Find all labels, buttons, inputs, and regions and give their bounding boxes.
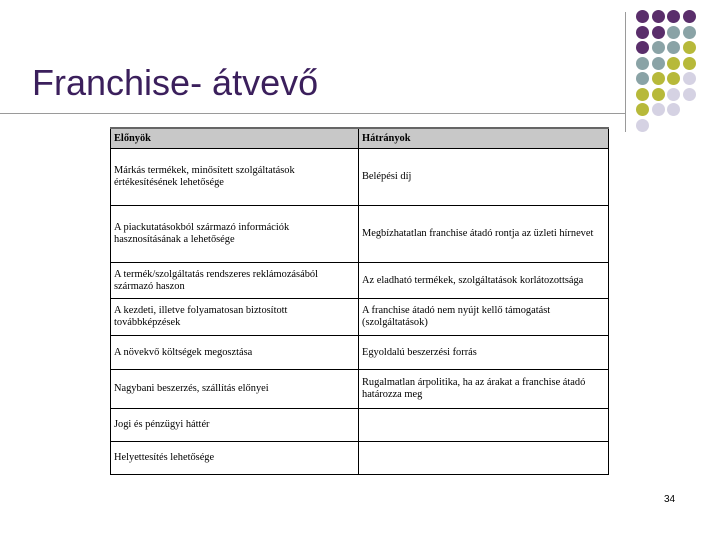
decor-dot bbox=[667, 88, 680, 101]
table-row bbox=[111, 149, 609, 206]
advantage-cell: Jogi és pénzügyi háttér bbox=[111, 409, 359, 442]
advantage-cell: Márkás termékek, minősített szolgáltatások értékesítésének lehetősége bbox=[111, 149, 359, 206]
advantage-cell: A piackutatásokból származó információk hasznosításának a lehetősége bbox=[111, 206, 359, 263]
decor-dot bbox=[667, 26, 680, 39]
header-advantages: Előnyök bbox=[111, 128, 359, 149]
decor-dot bbox=[652, 41, 665, 54]
decor-dot bbox=[683, 88, 696, 101]
advantage-cell: Nagybani beszerzés, szállítás előnyei bbox=[111, 370, 359, 409]
advantage-cell: A kezdeti, illetve folyamatosan biztosított továbbképzések bbox=[111, 299, 359, 336]
disadvantage-cell: Rugalmatlan árpolitika, ha az árakat a franchise átadó határozza meg bbox=[359, 370, 609, 409]
decor-dot bbox=[667, 41, 680, 54]
table-row bbox=[111, 263, 609, 299]
decor-dot bbox=[636, 26, 649, 39]
decor-dot bbox=[636, 72, 649, 85]
decor-dot bbox=[636, 10, 649, 23]
disadvantage-cell: Az eladható termékek, szolgáltatások korlátozottsága bbox=[359, 263, 609, 299]
table-row bbox=[111, 299, 609, 336]
decor-dot bbox=[667, 57, 680, 70]
decor-dot bbox=[636, 119, 649, 132]
disadvantage-cell: A franchise átadó nem nyújt kellő támogatást (szolgáltatások) bbox=[359, 299, 609, 336]
decor-dot bbox=[636, 57, 649, 70]
disadvantage-cell bbox=[359, 409, 609, 442]
decor-dot bbox=[652, 26, 665, 39]
vertical-divider bbox=[625, 12, 626, 132]
decorative-dot-grid bbox=[630, 10, 720, 120]
table-row bbox=[111, 206, 609, 263]
decor-dot bbox=[652, 88, 665, 101]
decor-dot bbox=[667, 72, 680, 85]
table-row bbox=[111, 442, 609, 475]
table-header-row bbox=[111, 128, 609, 149]
advantage-cell: A termék/szolgáltatás rendszeres reklámozásából származó haszon bbox=[111, 263, 359, 299]
table-row bbox=[111, 336, 609, 370]
page-number: 34 bbox=[664, 494, 676, 505]
decor-dot bbox=[667, 103, 680, 116]
decor-dot bbox=[652, 10, 665, 23]
advantage-cell: Helyettesítés lehetősége bbox=[111, 442, 359, 475]
table-row bbox=[111, 370, 609, 409]
pros-cons-table bbox=[110, 127, 609, 475]
decor-dot bbox=[652, 103, 665, 116]
decor-dot bbox=[636, 88, 649, 101]
decor-dot bbox=[683, 10, 696, 23]
decor-dot bbox=[683, 26, 696, 39]
decor-dot bbox=[652, 57, 665, 70]
decor-dot bbox=[683, 41, 696, 54]
decor-dot bbox=[683, 57, 696, 70]
advantage-cell: A növekvő költségek megosztása bbox=[111, 336, 359, 370]
slide-title: Franchise- átvevő bbox=[32, 62, 319, 103]
disadvantage-cell bbox=[359, 442, 609, 475]
decor-dot bbox=[636, 41, 649, 54]
disadvantage-cell: Megbízhatatlan franchise átadó rontja az üzleti hírnevet bbox=[359, 206, 609, 263]
decor-dot bbox=[636, 103, 649, 116]
disadvantage-cell: Egyoldalú beszerzési forrás bbox=[359, 336, 609, 370]
decor-dot bbox=[652, 72, 665, 85]
title-divider bbox=[0, 113, 625, 114]
disadvantage-cell: Belépési díj bbox=[359, 149, 609, 206]
header-disadvantages: Hátrányok bbox=[359, 128, 609, 149]
decor-dot bbox=[667, 10, 680, 23]
table-row bbox=[111, 409, 609, 442]
decor-dot bbox=[683, 72, 696, 85]
